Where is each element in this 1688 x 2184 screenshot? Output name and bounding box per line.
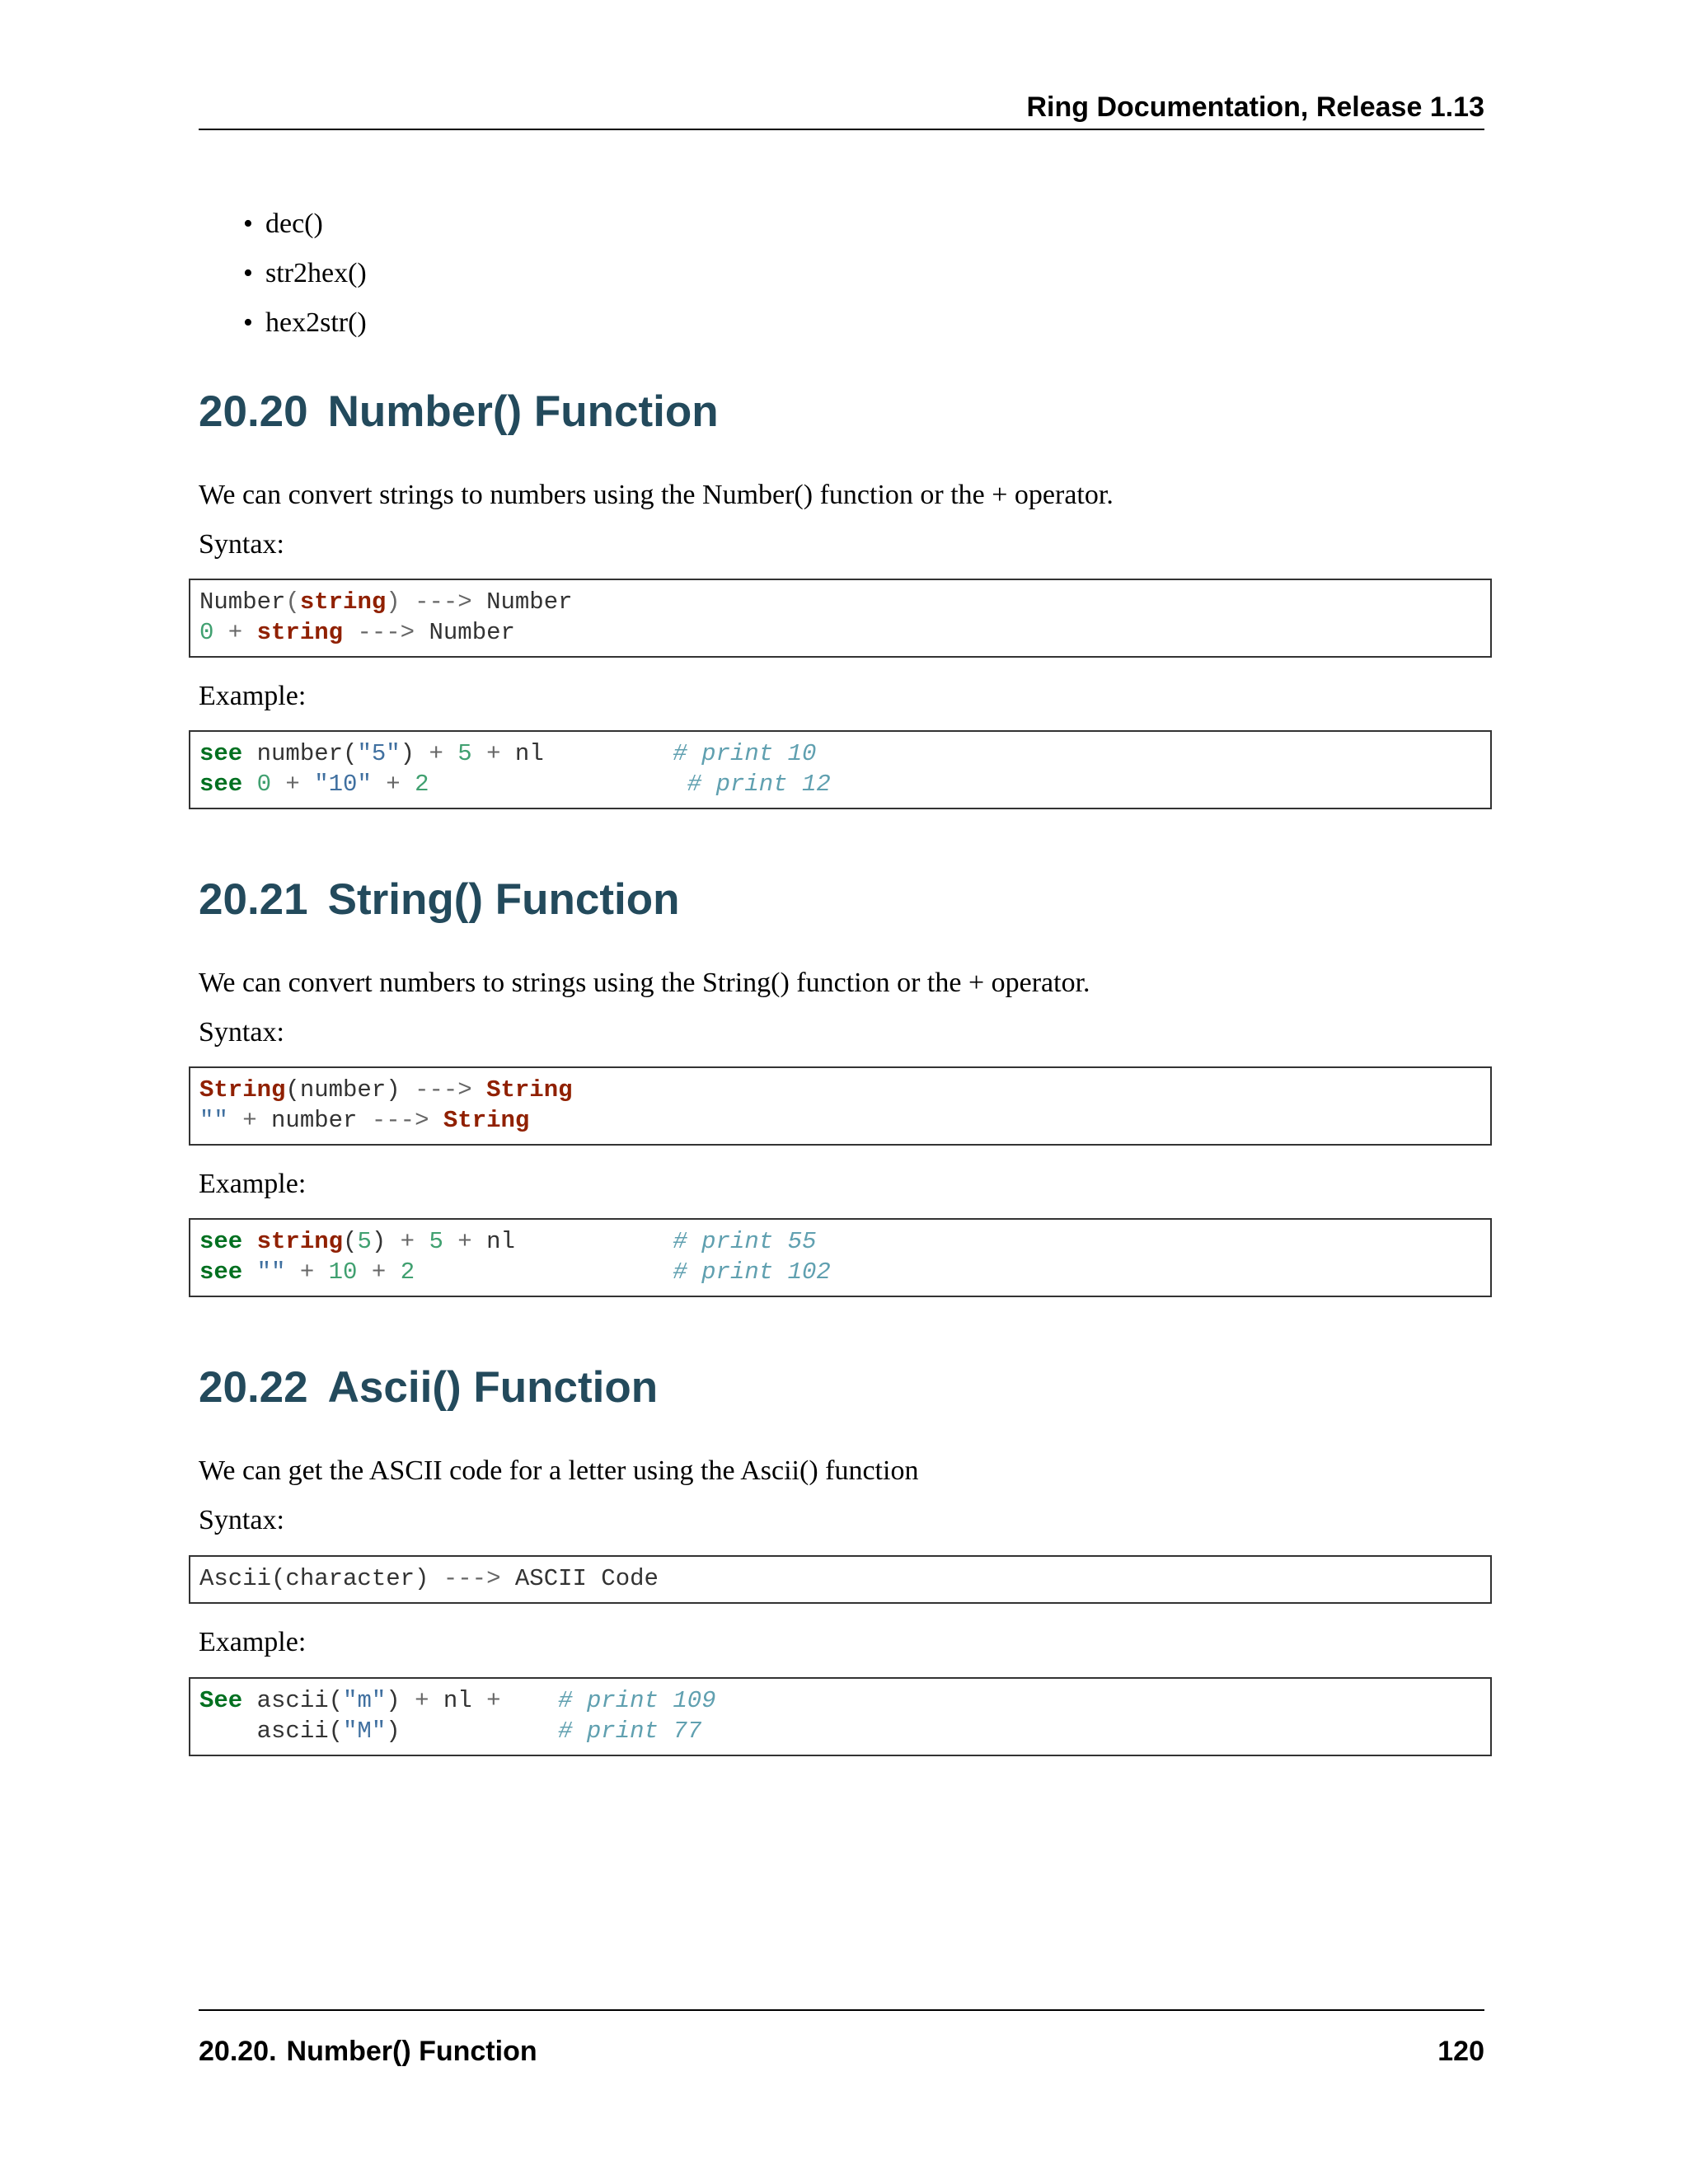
code-line — [199, 587, 1481, 617]
code-token: 5 — [357, 1228, 372, 1255]
code-token: Number — [415, 619, 515, 646]
code-line — [199, 738, 1481, 769]
section-heading — [199, 1361, 658, 1414]
code-token — [515, 1687, 558, 1714]
syntax-label: Syntax: — [199, 529, 284, 560]
section-heading — [199, 874, 680, 926]
code-token: ---> — [357, 619, 415, 646]
code-token: (number) — [285, 1076, 415, 1104]
footer-rule — [199, 2009, 1484, 2011]
code-token: + — [471, 740, 515, 767]
code-line — [199, 1716, 1481, 1746]
code-token: + — [357, 1258, 401, 1286]
syntax-code-block — [189, 1555, 1492, 1604]
code-token: number — [271, 1107, 372, 1134]
syntax-label: Syntax: — [199, 1505, 284, 1535]
code-token: number( — [242, 740, 358, 767]
example-label: Example: — [199, 1627, 307, 1657]
code-token: # print 77 — [558, 1718, 702, 1745]
code-token: # print 10 — [673, 740, 817, 767]
code-token — [242, 1258, 256, 1286]
code-token: nl — [514, 740, 673, 767]
code-token: see — [199, 1258, 243, 1286]
code-line — [199, 1226, 1481, 1257]
code-token: + — [415, 740, 458, 767]
code-token — [415, 1258, 673, 1286]
code-line — [199, 617, 1481, 648]
code-line — [199, 1563, 1481, 1594]
running-header: Ring Documentation, Release 1.13 — [1026, 91, 1484, 123]
example-code-block — [189, 730, 1492, 809]
code-token: Number — [471, 588, 573, 616]
code-token: ---> — [371, 1107, 429, 1134]
code-token: + — [285, 1258, 329, 1286]
list-item: • hex2str() — [199, 298, 367, 348]
section-title: Ascii() Function — [327, 1363, 659, 1412]
syntax-label: Syntax: — [199, 1017, 284, 1047]
code-token: ---> — [415, 1076, 472, 1104]
code-token: 10 — [328, 1258, 358, 1286]
code-token: ( — [285, 588, 300, 616]
code-token: # print 12 — [687, 771, 831, 798]
section-intro: We can convert numbers to strings using the String() function or the + operator. — [199, 968, 1090, 998]
code-token: nl — [486, 1228, 673, 1255]
code-token: "M" — [343, 1718, 387, 1745]
header-rule — [199, 129, 1484, 130]
section-intro: We can get the ASCII code for a letter using the Ascii() function — [199, 1455, 919, 1486]
code-token: "" — [199, 1107, 228, 1134]
code-line — [199, 769, 1481, 799]
code-token — [472, 1076, 486, 1104]
code-token: String — [443, 1107, 530, 1134]
footer-section-title: Number() Function — [286, 2036, 537, 2067]
code-token: Ascii(character) — [199, 1565, 443, 1592]
code-token: ascii( — [242, 1687, 344, 1714]
section-number: 20.20 — [199, 387, 308, 436]
code-token: See — [199, 1687, 243, 1714]
code-token: see — [199, 1228, 243, 1255]
code-token: String — [486, 1076, 573, 1104]
section-title: String() Function — [327, 875, 680, 924]
syntax-code-block — [189, 1066, 1492, 1146]
code-token: 5 — [457, 740, 472, 767]
code-token: ---> — [443, 1565, 501, 1592]
code-line — [199, 1075, 1481, 1105]
code-token — [242, 1228, 256, 1255]
code-line — [199, 1685, 1481, 1716]
example-label: Example: — [199, 1169, 307, 1199]
code-token: + — [271, 771, 315, 798]
code-token: "m" — [343, 1687, 387, 1714]
example-label: Example: — [199, 681, 307, 711]
code-token: string — [256, 619, 344, 646]
function-list — [199, 199, 367, 348]
footer-section — [199, 2035, 537, 2068]
example-code-block — [189, 1677, 1492, 1756]
section-intro: We can convert strings to numbers using the Number() function or the + operator. — [199, 480, 1114, 510]
code-token: + — [371, 771, 415, 798]
code-token: + — [227, 1107, 272, 1134]
code-token — [343, 619, 357, 646]
code-token: Number — [199, 588, 286, 616]
code-token: 2 — [400, 1258, 415, 1286]
code-token: ( — [343, 1228, 358, 1255]
code-token: "10" — [314, 771, 372, 798]
syntax-code-block — [189, 579, 1492, 658]
code-token: String — [199, 1076, 286, 1104]
code-token: + — [443, 1228, 487, 1255]
code-token: see — [199, 740, 243, 767]
code-token: nl — [443, 1687, 472, 1714]
code-token: # print 102 — [673, 1258, 831, 1286]
section-title: Number() Function — [327, 387, 719, 436]
code-token: + — [400, 1687, 443, 1714]
code-token: 0 — [199, 619, 214, 646]
code-token: ) — [386, 1687, 401, 1714]
code-token: + — [213, 619, 257, 646]
code-token: ASCII Code — [500, 1565, 659, 1592]
code-token: ) — [386, 1718, 559, 1745]
code-token: 0 — [256, 771, 272, 798]
code-token: ) — [400, 740, 415, 767]
code-token: ) — [386, 588, 415, 616]
code-token: ) — [371, 1228, 387, 1255]
list-item: • str2hex() — [199, 249, 367, 298]
code-line — [199, 1257, 1481, 1287]
code-token — [242, 771, 256, 798]
section-number: 20.21 — [199, 875, 308, 924]
code-token — [429, 1107, 443, 1134]
code-token: ---> — [415, 588, 472, 616]
page-number: 120 — [1437, 2036, 1484, 2067]
section-number: 20.22 — [199, 1363, 308, 1412]
code-token: string — [299, 588, 387, 616]
code-token: string — [256, 1228, 344, 1255]
list-item: • dec() — [199, 199, 367, 249]
example-code-block — [189, 1218, 1492, 1297]
code-token: 2 — [415, 771, 429, 798]
code-token: + — [471, 1687, 515, 1714]
code-token: # print 55 — [673, 1228, 817, 1255]
code-token: "" — [256, 1258, 286, 1286]
code-token: # print 109 — [558, 1687, 716, 1714]
footer-section-number: 20.20. — [199, 2036, 277, 2067]
code-line — [199, 1105, 1481, 1136]
code-token: see — [199, 771, 243, 798]
code-token — [429, 771, 687, 798]
code-token: 5 — [429, 1228, 443, 1255]
code-token: + — [386, 1228, 429, 1255]
section-heading — [199, 386, 719, 438]
code-token: "5" — [357, 740, 401, 767]
code-token: ascii( — [199, 1718, 344, 1745]
